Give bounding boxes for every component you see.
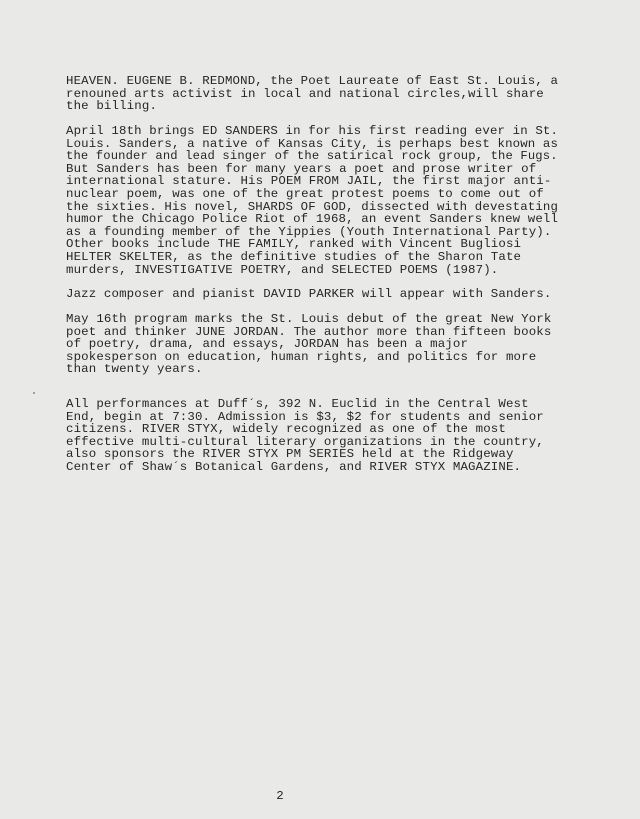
text-line: than twenty years.: [66, 362, 203, 377]
text-line: the sixties. His novel, SHARDS OF GOD, dissected with devestating: [66, 199, 559, 214]
paragraph-sanders: [66, 125, 558, 276]
text-line: international stature. His POEM FROM JAIL, the first major anti-: [66, 174, 552, 189]
text-line: End, begin at 7:30. Admission is $3, $2 for students and senior: [66, 409, 544, 424]
text-line: of poetry, drama, and essays, JORDAN has been a major: [66, 337, 469, 352]
text-line: Other books include THE FAMILY, ranked with Vincent Bugliosi: [66, 237, 522, 252]
paragraph-redmond: [66, 75, 558, 113]
paragraph-jordan: [66, 313, 558, 376]
text-line: citizens. RIVER STYX, widely recognized as one of the most: [66, 422, 506, 437]
text-line: But Sanders has been for many years a poet and prose writer of: [66, 161, 537, 176]
text-line: humor the Chicago Police Riot of 1968, an event Sanders knew well: [66, 212, 559, 227]
text-line: nuclear poem, was one of the great protest poems to come out of: [66, 186, 544, 201]
text-line: May 16th program marks the St. Louis debut of the great New York: [66, 312, 552, 326]
text-line: the billing.: [66, 99, 158, 114]
text-line: effective multi-cultural literary organizations in the country,: [66, 434, 544, 449]
text-line: poet and thinker JUNE JORDAN. The author more than fifteen books: [66, 324, 552, 339]
text-line: All performances at Duff´s, 392 N. Euclid in the Central West: [66, 397, 529, 411]
paragraph-performances: [66, 398, 558, 474]
text-line: the founder and lead singer of the satirical rock group, the Fugs.: [66, 149, 558, 164]
text-line: murders, INVESTIGATIVE POETRY, and SELECTED POEMS (1987).: [66, 262, 499, 277]
scan-speck: [33, 392, 35, 394]
text-line: as a founding member of the Yippies (Youth International Party).: [66, 224, 552, 239]
text-line: renouned arts activist in local and national circles,will share: [66, 86, 544, 101]
paragraph-parker: [66, 288, 558, 301]
text-line: HEAVEN. EUGENE B. REDMOND, the Poet Laureate of East St. Louis, a: [66, 74, 559, 88]
page-number: 2: [276, 789, 284, 803]
text-line: Center of Shaw´s Botanical Gardens, and RIVER STYX MAGAZINE.: [66, 459, 522, 474]
text-line: HELTER SKELTER, as the definitive studies of the Sharon Tate: [66, 249, 522, 264]
text-line: April 18th brings ED SANDERS in for his first reading ever in St.: [66, 124, 559, 138]
text-line: Jazz composer and pianist DAVID PARKER will appear with Sanders.: [66, 287, 552, 301]
text-line: Louis. Sanders, a native of Kansas City, is perhaps best known as: [66, 136, 559, 151]
text-line: also sponsors the RIVER STYX PM SERIES held at the Ridgeway: [66, 447, 514, 462]
text-line: spokesperson on education, human rights, and politics for more: [66, 349, 537, 364]
